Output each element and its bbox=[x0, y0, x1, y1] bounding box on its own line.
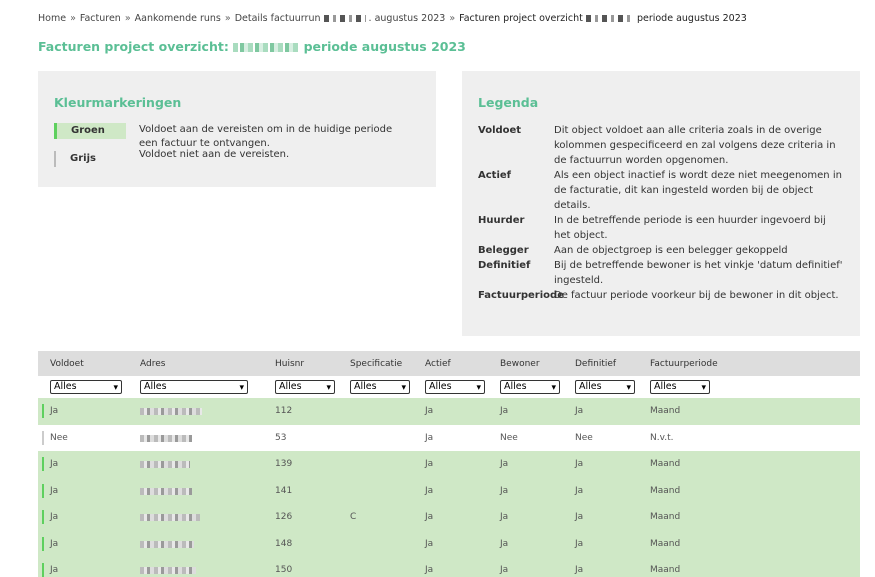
filter-value: Alles bbox=[144, 381, 167, 392]
status-indicator bbox=[42, 431, 44, 445]
column-header-definitief[interactable]: Definitief bbox=[575, 359, 617, 369]
chevron-down-icon: ▾ bbox=[239, 383, 244, 393]
cell-actief: Ja bbox=[425, 485, 434, 496]
table-row[interactable] bbox=[38, 531, 860, 558]
cell-adres-redacted bbox=[140, 435, 192, 442]
grey-swatch: Grijs bbox=[54, 151, 126, 167]
breadcrumb-separator: » bbox=[449, 13, 456, 24]
filter-value: Alles bbox=[54, 381, 77, 392]
legend-term: Belegger bbox=[478, 245, 529, 256]
cell-definitief: Ja bbox=[575, 485, 584, 496]
color-markings-panel bbox=[38, 71, 436, 187]
cell-factuurperiode: Maand bbox=[650, 538, 681, 549]
cell-huisnr: 150 bbox=[275, 565, 293, 575]
legend-description: In de betreffende periode is een huurder ingevoerd bij het object. bbox=[554, 215, 826, 241]
chevron-down-icon: ▾ bbox=[701, 383, 706, 393]
legend-term: Definitief bbox=[478, 260, 531, 271]
filter-factuurperiode-select[interactable] bbox=[650, 380, 710, 394]
chevron-down-icon: ▾ bbox=[401, 383, 406, 393]
cell-factuurperiode: Maand bbox=[650, 459, 681, 469]
cell-definitief: Nee bbox=[575, 432, 593, 443]
legend-description: Aan de objectgroep is een belegger gekoppeld bbox=[554, 245, 788, 256]
column-header-factuurperiode[interactable]: Factuurperiode bbox=[650, 359, 718, 369]
breadcrumb-current-prefix: Facturen project overzicht bbox=[459, 13, 583, 24]
table-row[interactable] bbox=[38, 451, 860, 478]
breadcrumb-separator: » bbox=[70, 13, 76, 24]
cell-huisnr: 141 bbox=[275, 485, 293, 496]
cell-specificatie: C bbox=[350, 512, 357, 522]
cell-factuurperiode: Maand bbox=[650, 485, 681, 496]
redacted-text bbox=[324, 15, 366, 22]
column-header-adres[interactable]: Adres bbox=[140, 359, 166, 369]
breadcrumb-details-label: Details factuurrun bbox=[234, 13, 321, 24]
cell-adres-redacted bbox=[140, 514, 200, 521]
cell-voldoet: Ja bbox=[50, 406, 59, 416]
filter-specificatie-select[interactable] bbox=[350, 380, 410, 394]
breadcrumb-home[interactable]: Home bbox=[38, 13, 67, 24]
cell-huisnr: 112 bbox=[275, 406, 293, 416]
cell-definitief: Ja bbox=[575, 512, 584, 522]
filter-definitief-select[interactable] bbox=[575, 380, 635, 394]
cell-definitief: Ja bbox=[575, 459, 584, 469]
green-description: Voldoet aan de vereisten om in de huidige periode een factuur te ontvangen. bbox=[139, 124, 393, 149]
legend-description: Bij de betreffende bewoner is het vinkje 'datum definitief' ingesteld. bbox=[554, 260, 843, 286]
filter-voldoet-select[interactable] bbox=[50, 380, 122, 394]
legend-term: Huurder bbox=[478, 215, 525, 226]
filter-huisnr-select[interactable] bbox=[275, 380, 335, 394]
cell-definitief: Ja bbox=[575, 565, 584, 575]
breadcrumb-current bbox=[459, 13, 747, 24]
legend-term: Actief bbox=[478, 170, 512, 181]
redacted-project-name bbox=[233, 43, 299, 52]
cell-huisnr: 148 bbox=[275, 538, 293, 549]
table-row[interactable] bbox=[38, 504, 860, 531]
legend-term: Voldoet bbox=[478, 125, 522, 136]
cell-voldoet: Ja bbox=[50, 538, 59, 549]
filter-actief-select[interactable] bbox=[425, 380, 485, 394]
cell-bewoner: Ja bbox=[500, 459, 509, 469]
breadcrumb-separator: » bbox=[124, 13, 131, 24]
cell-bewoner: Ja bbox=[500, 406, 509, 416]
table-row[interactable] bbox=[38, 425, 860, 452]
filter-value: Alles bbox=[354, 381, 377, 392]
breadcrumb-aankomende-runs[interactable]: Aankomende runs bbox=[134, 13, 221, 24]
table-body bbox=[38, 398, 860, 577]
legend-title: Legenda bbox=[478, 95, 539, 110]
redacted-text bbox=[586, 15, 634, 22]
legend-description: Dit object voldoet aan alle criteria zoals in de overige kolommen gespecificeerd en zal volgens deze criteria in de factuurrun worden opgenomen. bbox=[554, 125, 836, 166]
cell-adres-redacted bbox=[140, 408, 202, 415]
cell-actief: Ja bbox=[425, 406, 434, 416]
cell-voldoet: Ja bbox=[50, 459, 59, 469]
page-title bbox=[38, 39, 466, 54]
cell-huisnr: 53 bbox=[275, 432, 287, 443]
status-indicator bbox=[42, 510, 44, 524]
cell-factuurperiode: Maand bbox=[650, 565, 681, 575]
cell-actief: Ja bbox=[425, 565, 434, 575]
page-title-suffix: periode augustus 2023 bbox=[303, 39, 466, 54]
chevron-down-icon: ▾ bbox=[326, 383, 331, 393]
breadcrumb-details-suffix: . augustus 2023 bbox=[368, 13, 446, 24]
breadcrumb-current-suffix: periode augustus 2023 bbox=[636, 13, 747, 24]
cell-bewoner: Ja bbox=[500, 565, 509, 575]
cell-definitief: Ja bbox=[575, 406, 584, 416]
cell-huisnr: 139 bbox=[275, 459, 293, 469]
table-row[interactable] bbox=[38, 478, 860, 505]
cell-actief: Ja bbox=[425, 459, 434, 469]
filter-bewoner-select[interactable] bbox=[500, 380, 560, 394]
cell-adres-redacted bbox=[140, 461, 190, 468]
cell-factuurperiode: N.v.t. bbox=[650, 432, 674, 443]
table-row[interactable] bbox=[38, 557, 860, 577]
cell-bewoner: Nee bbox=[500, 432, 518, 443]
chevron-down-icon: ▾ bbox=[551, 383, 556, 393]
status-indicator bbox=[42, 484, 44, 498]
chevron-down-icon: ▾ bbox=[113, 383, 118, 393]
invoice-table bbox=[38, 351, 860, 577]
cell-actief: Ja bbox=[425, 512, 434, 522]
cell-bewoner: Ja bbox=[500, 538, 509, 549]
cell-adres-redacted bbox=[140, 488, 192, 495]
cell-factuurperiode: Maand bbox=[650, 512, 681, 522]
legend-term: Factuurperiode bbox=[478, 290, 564, 301]
filter-row bbox=[38, 376, 860, 398]
column-header-actief[interactable]: Actief bbox=[425, 359, 451, 369]
breadcrumb-separator: » bbox=[224, 13, 231, 24]
table-row[interactable] bbox=[38, 398, 860, 425]
cell-voldoet: Ja bbox=[50, 485, 59, 496]
cell-bewoner: Ja bbox=[500, 485, 509, 496]
page-title-prefix: Facturen project overzicht: bbox=[38, 39, 229, 54]
cell-adres-redacted bbox=[140, 541, 194, 548]
column-header-huisnr[interactable]: Huisnr bbox=[275, 359, 305, 369]
cell-bewoner: Ja bbox=[500, 512, 509, 522]
filter-value: Alles bbox=[504, 381, 527, 392]
status-indicator bbox=[42, 563, 44, 577]
breadcrumb-facturen[interactable]: Facturen bbox=[79, 13, 121, 24]
filter-adres-select[interactable] bbox=[140, 380, 248, 394]
filter-value: Alles bbox=[654, 381, 677, 392]
filter-value: Alles bbox=[579, 381, 602, 392]
status-indicator bbox=[42, 537, 44, 551]
green-swatch: Groen bbox=[54, 123, 126, 139]
filter-value: Alles bbox=[429, 381, 452, 392]
column-header-specificatie[interactable]: Specificatie bbox=[350, 359, 403, 369]
legend-description: Als een object inactief is wordt deze niet meegenomen in de facturatie, dit kan ingesteld worden bij de object details. bbox=[554, 170, 842, 211]
grey-description: Voldoet niet aan de vereisten. bbox=[139, 149, 290, 160]
status-indicator bbox=[42, 404, 44, 418]
legend-description: De factuur periode voorkeur bij de bewoner in dit object. bbox=[554, 290, 839, 301]
breadcrumb bbox=[38, 13, 747, 24]
cell-actief: Ja bbox=[425, 432, 434, 443]
cell-definitief: Ja bbox=[575, 538, 584, 549]
cell-voldoet: Ja bbox=[50, 512, 59, 522]
cell-huisnr: 126 bbox=[275, 512, 293, 522]
cell-actief: Ja bbox=[425, 538, 434, 549]
status-indicator bbox=[42, 457, 44, 471]
cell-factuurperiode: Maand bbox=[650, 406, 681, 416]
cell-voldoet: Nee bbox=[50, 432, 68, 443]
table-header bbox=[38, 351, 860, 376]
chevron-down-icon: ▾ bbox=[626, 383, 631, 393]
filter-value: Alles bbox=[279, 381, 302, 392]
color-markings-title: Kleurmarkeringen bbox=[54, 95, 182, 110]
cell-voldoet: Ja bbox=[50, 565, 59, 575]
column-header-voldoet[interactable]: Voldoet bbox=[50, 359, 84, 369]
chevron-down-icon: ▾ bbox=[476, 383, 481, 393]
column-header-bewoner[interactable]: Bewoner bbox=[500, 359, 540, 369]
legend-panel bbox=[462, 71, 860, 336]
breadcrumb-details-factuurrun[interactable] bbox=[235, 13, 446, 24]
cell-adres-redacted bbox=[140, 567, 196, 574]
